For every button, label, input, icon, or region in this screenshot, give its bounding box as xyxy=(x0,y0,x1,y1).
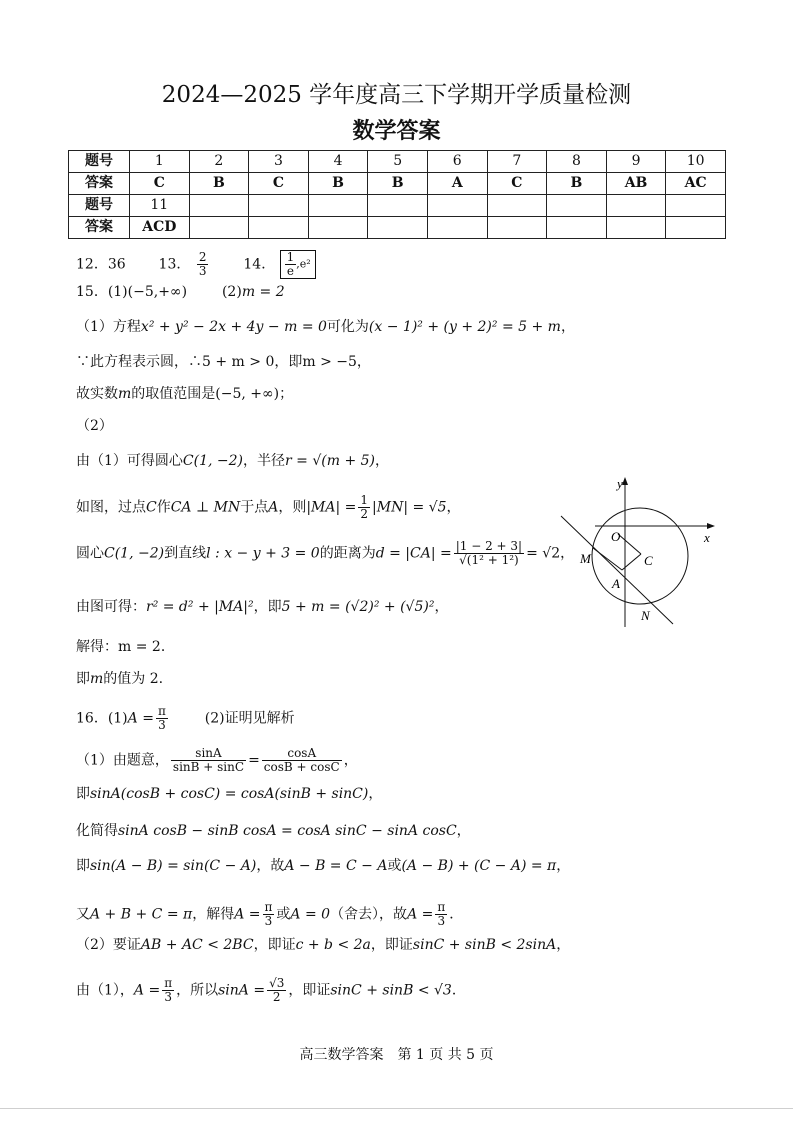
question-number: 1 xyxy=(130,151,190,173)
question-number: 7 xyxy=(487,151,547,173)
question-number: 3 xyxy=(249,151,309,173)
answer-cell: C xyxy=(130,173,190,195)
answer-cell: C xyxy=(249,173,309,195)
q15-step5: 由（1）可得圆心C(1, −2)，半径r = √(m + 5)， xyxy=(76,453,389,469)
table-row xyxy=(69,217,726,239)
circle xyxy=(592,508,688,604)
q16-step6: （2）要证AB + AC < 2BC，即证c + b < 2a，即证sinC + sinB < 2sinA， xyxy=(76,937,571,953)
question-number: 11 xyxy=(130,195,190,217)
answer-cell: A xyxy=(427,173,487,195)
answer-cell: ACD xyxy=(130,217,190,239)
q16-step5: 又A + B + C = π，解得A = $\frac{\pi}{3}$ 或A = 0（舍去），故A = $\frac{\pi}{3}$ ． xyxy=(76,900,464,928)
page-subtitle: 数学答案 xyxy=(352,118,441,144)
q15-step9: 解得：m = 2． xyxy=(76,639,175,655)
answer-cell: B xyxy=(368,173,428,195)
question-number: 8 xyxy=(547,151,607,173)
q16-step4: 即sin(A − B) = sin(C − A)，故A − B = C − A或(A − B) + (C − A) = π， xyxy=(76,858,571,874)
answer-cell: AB xyxy=(606,173,666,195)
n-label: N xyxy=(641,608,650,623)
answer-label: 答案 xyxy=(69,217,130,239)
question-number: 9 xyxy=(606,151,666,173)
question-number: 6 xyxy=(427,151,487,173)
a-label: A xyxy=(612,576,620,591)
x-axis-arrow xyxy=(707,523,715,529)
y-axis-arrow xyxy=(622,477,628,485)
q15-step3: 故实数m的取值范围是(−5, +∞)； xyxy=(76,386,294,402)
circle-figure xyxy=(555,472,725,632)
q15-part2-label: （2） xyxy=(76,418,113,434)
answer-cell: B xyxy=(189,173,249,195)
q15-step2: ∵此方程表示圆，∴5 + m > 0，即m > −5， xyxy=(76,354,371,370)
answer-cell: B xyxy=(308,173,368,195)
page-footer: 高三数学答案 第 1 页 共 5 页 xyxy=(299,1047,494,1063)
page-title: 2024—2025 学年度高三下学期开学质量检测 xyxy=(161,82,632,108)
q12-answer: 12．36 xyxy=(76,256,126,273)
question-number: 4 xyxy=(308,151,368,173)
question-number: 10 xyxy=(666,151,726,173)
q15-step6: 如图，过点C作CA ⊥ MN于点A，则|MA| = $\frac{1}{2}$ |MN| = √5， xyxy=(76,493,461,521)
q13-label: 13． xyxy=(158,256,191,273)
q14-label: 14． xyxy=(243,256,276,273)
q16-step3: 化简得sinA cosB − sinB cosA = cosA sinC − sinA cosC， xyxy=(76,823,471,839)
q14-interval: $\frac{1}{e}$ ,e² xyxy=(280,250,316,279)
answer-cell: C xyxy=(487,173,547,195)
answer-label: 答案 xyxy=(69,173,130,195)
o-label: O xyxy=(611,529,621,544)
question-label: 题号 xyxy=(69,151,130,173)
y-label: y xyxy=(617,476,623,491)
fill-in-answers xyxy=(76,250,316,279)
q16-step1: （1）由题意， $\frac{\sin A}{\sin B + \sin C}$ = $\frac{\cos A}{\cos B + \cos C}$ ， xyxy=(76,746,358,774)
x-label: x xyxy=(704,530,710,545)
answer-cell: B xyxy=(547,173,607,195)
q13-fraction: $\frac{2}{3}$ xyxy=(198,250,207,278)
bottom-divider xyxy=(0,1108,793,1109)
q16-answer-line: 16．(1)A = $\frac{\pi}{3}$ (2)证明见解析 xyxy=(76,704,295,732)
q15-step1: （1）方程x² + y² − 2x + 4y − m = 0可化为(x − 1)² + (y + 2)² = 5 + m， xyxy=(76,319,575,335)
answer-cell: AC xyxy=(666,173,726,195)
segment-oc xyxy=(618,534,641,554)
q15-step8: 由图可得：r² = d² + |MA|²，即5 + m = (√2)² + (√5)²， xyxy=(76,599,449,615)
table-row xyxy=(69,151,726,173)
q15-answer-line: 15．(1)(−5,+∞) (2)m = 2 xyxy=(76,284,285,300)
q15-step10: 即m的值为 2. xyxy=(76,671,164,687)
q16-step7: 由（1），A = $\frac{\pi}{3}$ ，所以sinA = $\frac{√3}{2}$ ，即证sinC + sinB < √3． xyxy=(76,976,466,1004)
question-number: 5 xyxy=(368,151,428,173)
m-label: M xyxy=(580,551,591,566)
question-label: 题号 xyxy=(69,195,130,217)
question-number: 2 xyxy=(189,151,249,173)
segment-ma xyxy=(593,548,622,570)
answer-table xyxy=(68,150,726,239)
q15-step7: 圆心C(1, −2)到直线l : x − y + 3 = 0的距离为d = |CA| = $\frac{|1 - 2 + 3|}{\text{√(1² + 1²)}}$ = √2， xyxy=(76,539,575,567)
q16-step2: 即sinA(cosB + cosC) = cosA(sinB + sinC)， xyxy=(76,786,383,802)
table-row xyxy=(69,195,726,217)
c-label: C xyxy=(644,553,653,568)
table-row xyxy=(69,173,726,195)
